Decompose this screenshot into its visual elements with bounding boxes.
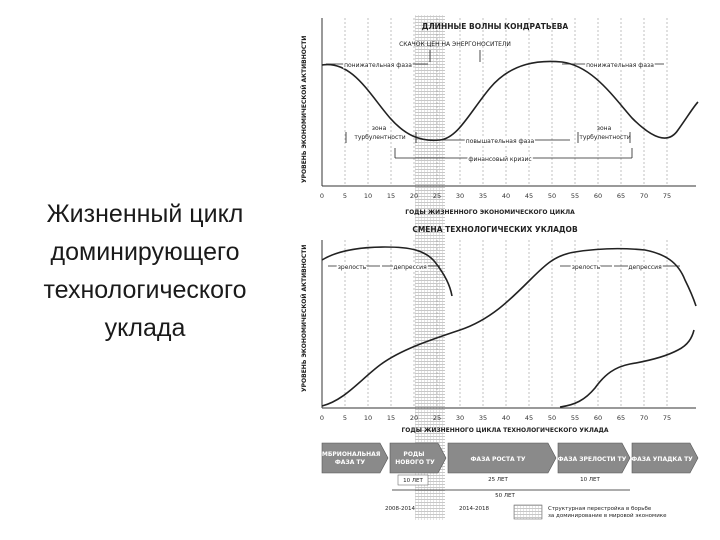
phase-decline-label: ФАЗА УПАДКА ТУ [631,456,693,463]
maturity-years: 10 ЛЕТ [580,477,600,483]
bottom-tick-label: 65 [616,414,626,422]
phase-growth-label: ФАЗА РОСТА ТУ [470,456,526,463]
bottom-tick-label: 75 [662,414,672,422]
title-line: Жизненный цикл [46,200,244,228]
turbulence-right-label: зона турбулентности [579,125,631,141]
top-tick-label: 35 [478,192,488,200]
down-phase-left-label: понижательная фаза [344,62,412,69]
bottom-tick-label: 30 [455,414,465,422]
bottom-tick-label: 50 [547,414,557,422]
range-1: 2008-2014 [385,506,415,512]
growth-years: 25 ЛЕТ [488,477,508,483]
top-tick-label: 75 [662,192,672,200]
jump-label: СКАЧОК ЦЕН НА ЭНЕРГОНОСИТЕЛИ [399,41,511,48]
top-tick-label: 70 [639,192,649,200]
top-tick-label: 65 [616,192,626,200]
bottom-x-label: ГОДЫ ЖИЗНЕННОГО ЦИКЛА ТЕХНОЛОГИЧЕСКОГО УКЛАДА [401,427,609,434]
title-line: уклада [104,314,186,342]
new-structure-curve [322,249,696,406]
legend-text: Структурная перестройка в борьбе за доминирование в мировой экономике [548,506,667,519]
top-y-label: УРОВЕНЬ ЭКОНОМИЧЕСКОЙ АКТИВНОСТИ [301,35,308,183]
top-tick-label: 45 [524,192,534,200]
title-line: доминирующего [50,238,240,266]
maturity-right-label: зрелость [571,264,601,271]
depression-right-label: депрессия [628,264,662,271]
top-tick-label: 15 [386,192,396,200]
top-tick-label: 50 [547,192,557,200]
phase-birth [390,443,446,473]
top-chart-header: ДЛИННЫЕ ВОЛНЫ КОНДРАТЬЕВА [421,22,569,31]
bottom-tick-label: 20 [409,414,419,422]
phase-embryonic [322,443,388,473]
bottom-tick-label: 15 [386,414,396,422]
maturity-left-label: зрелость [337,264,367,271]
depression-left-label: депрессия [393,264,427,271]
birth-years: 10 ЛЕТ [403,478,423,484]
legend-swatch [514,505,542,519]
total-years: 50 ЛЕТ [495,493,515,499]
bottom-tick-label: 40 [501,414,511,422]
crisis-label: финансовый кризис [468,156,532,163]
bottom-tick-label: 10 [363,414,373,422]
phase-birth-label: РОДЫ НОВОГО ТУ [395,451,435,466]
top-tick-label: 25 [432,192,442,200]
title-line: технологического [43,276,247,304]
bottom-tick-label: 45 [524,414,534,422]
top-tick-label: 55 [570,192,580,200]
bottom-y-label: УРОВЕНЬ ЭКОНОМИЧЕСКОЙ АКТИВНОСТИ [301,244,308,392]
range-2: 2014-2018 [459,506,489,512]
top-tick-label: 10 [363,192,373,200]
top-tick-label: 20 [409,192,419,200]
top-x-label: ГОДЫ ЖИЗНЕННОГО ЭКОНОМИЧЕСКОГО ЦИКЛА [405,209,575,216]
bottom-tick-label: 0 [319,414,325,422]
phase-embryonic-label: ЭМБРИОНАЛЬНАЯ ФАЗА ТУ [317,451,381,466]
bottom-chart [300,225,696,434]
up-phase-label: повышательная фаза [465,138,535,145]
phase-maturity-label: ФАЗА ЗРЕЛОСТИ ТУ [557,456,627,463]
bottom-tick-label: 25 [432,414,442,422]
top-tick-label: 0 [319,192,325,200]
bottom-tick-label: 5 [342,414,348,422]
top-tick-label: 60 [593,192,603,200]
next-structure-curve [560,330,694,407]
top-chart [300,18,698,216]
down-phase-right-label: понижательная фаза [586,62,654,69]
turbulence-left-label: зона турбулентности [354,125,406,141]
bottom-tick-label: 70 [639,414,649,422]
top-tick-label: 30 [455,192,465,200]
top-tick-label: 5 [342,192,348,200]
top-tick-label: 40 [501,192,511,200]
bottom-tick-label: 55 [570,414,580,422]
phase-bar [317,443,698,519]
bottom-chart-header: СМЕНА ТЕХНОЛОГИЧЕСКИХ УКЛАДОВ [412,225,578,234]
bottom-tick-label: 60 [593,414,603,422]
bottom-tick-label: 35 [478,414,488,422]
